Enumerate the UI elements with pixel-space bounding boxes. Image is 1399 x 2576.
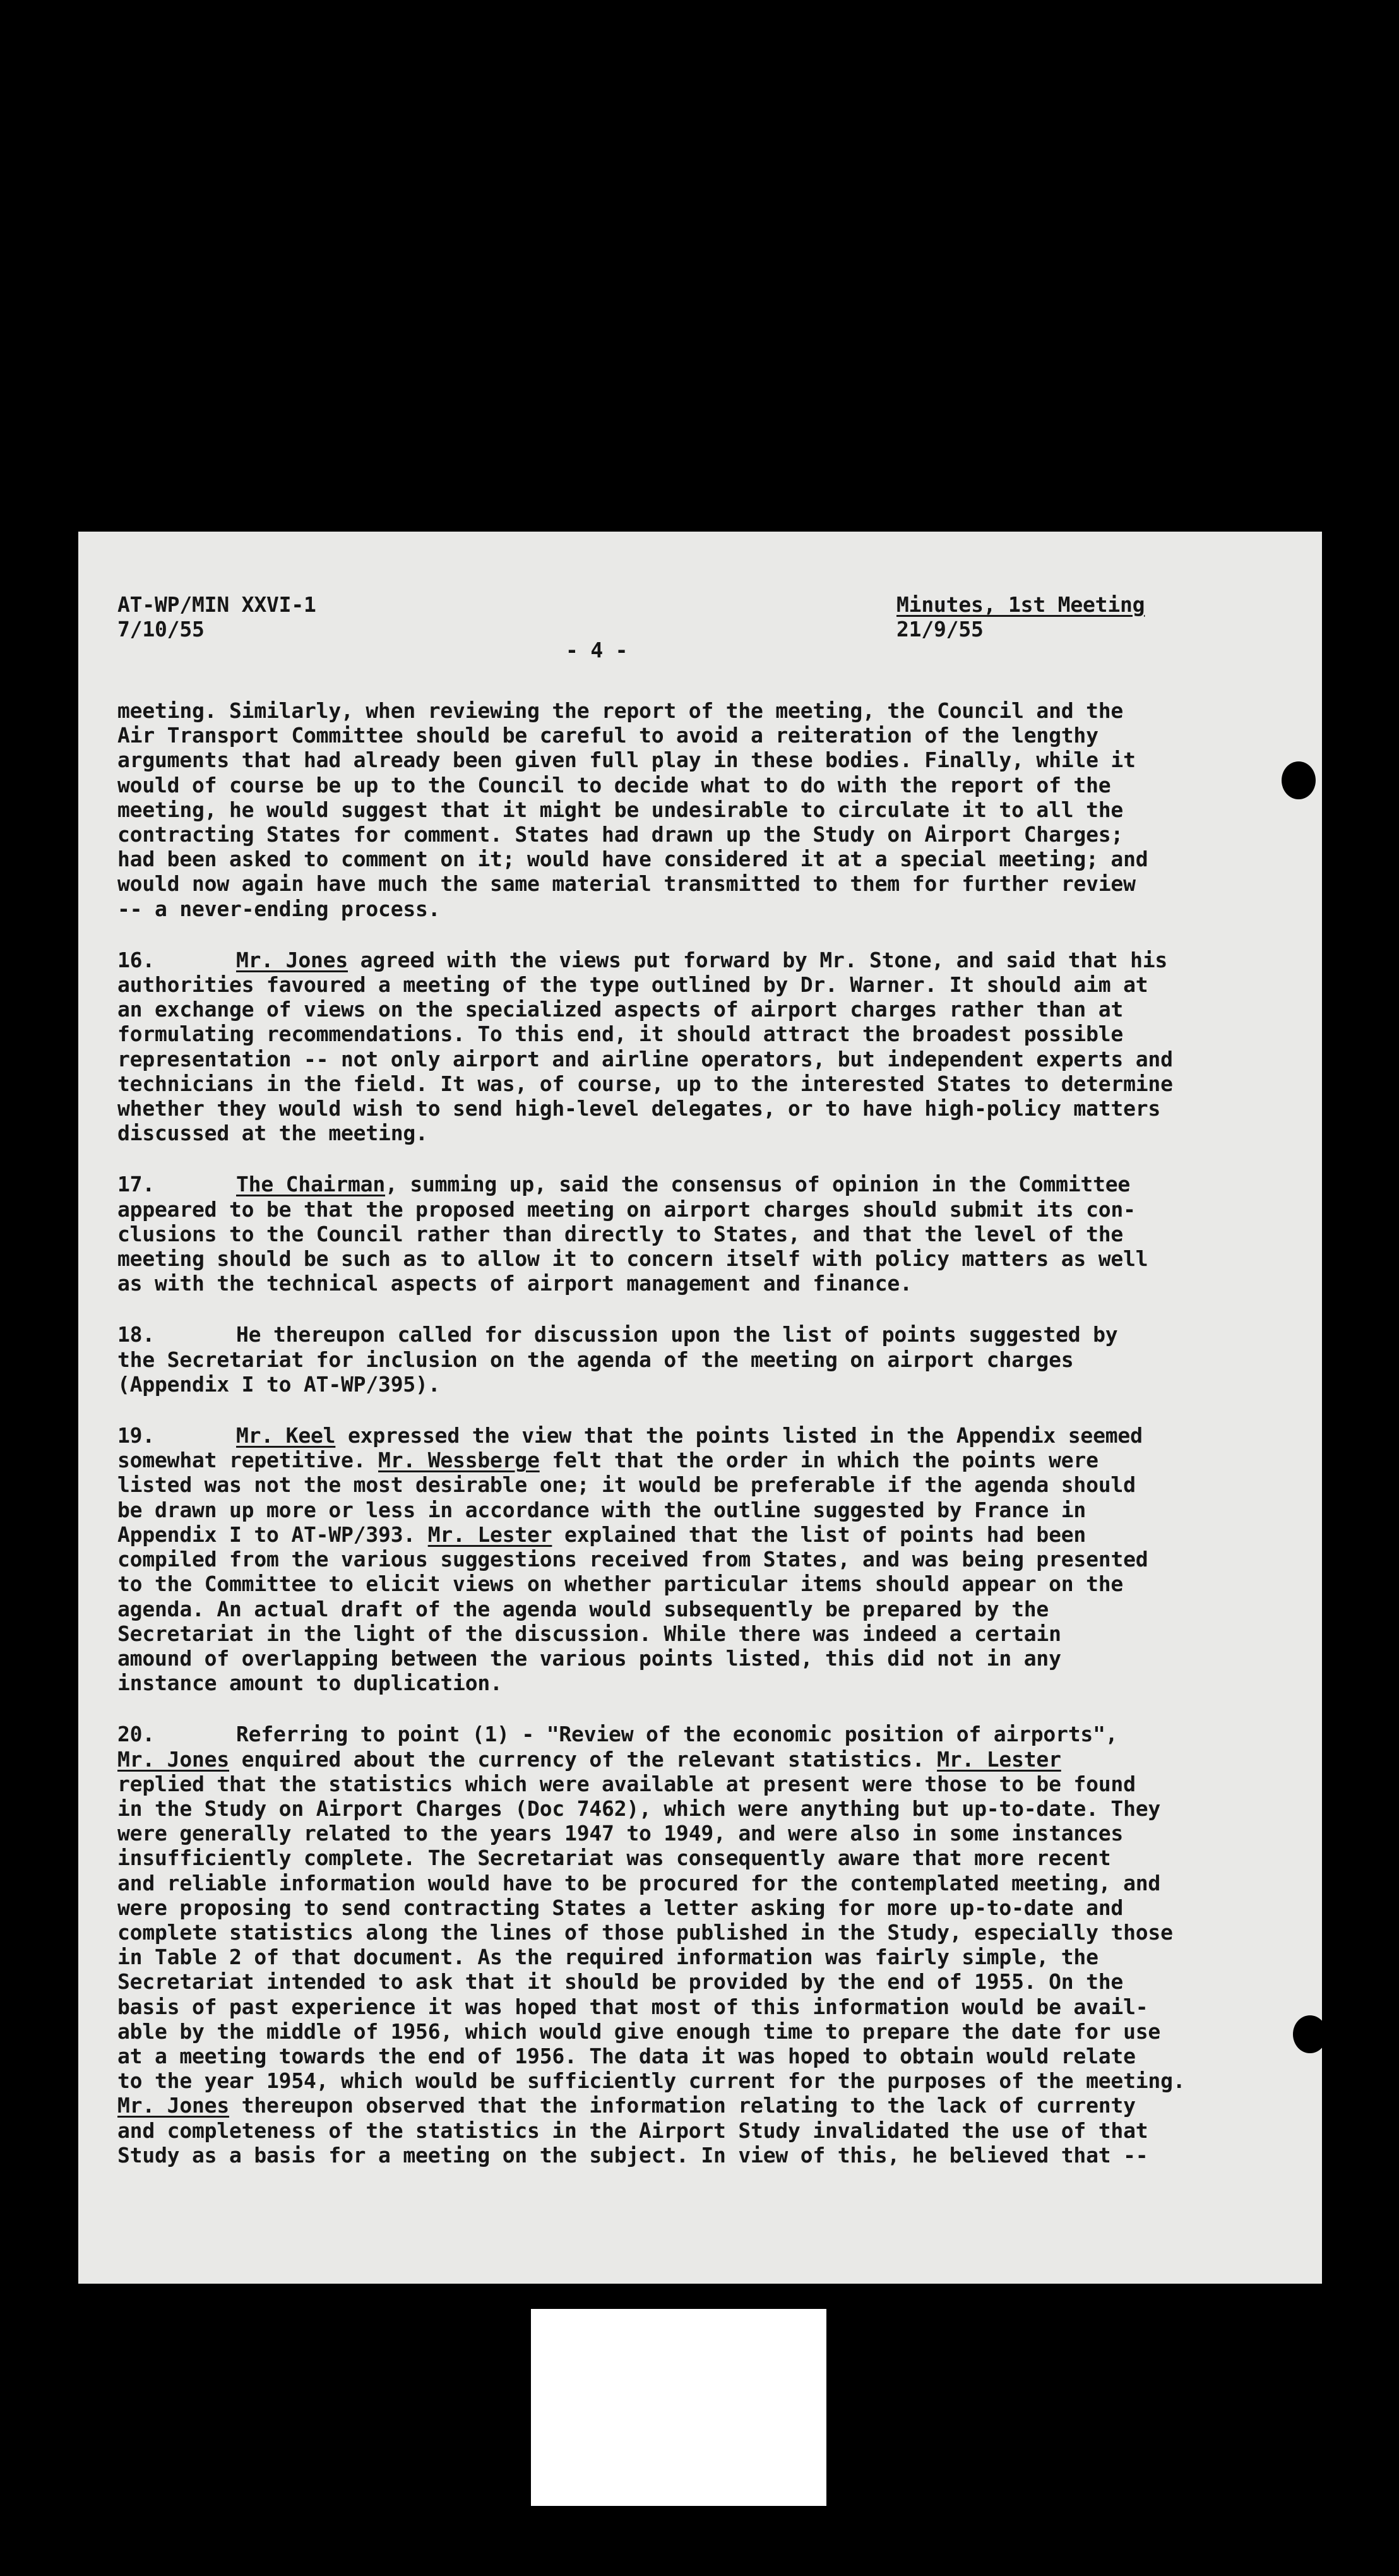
text-line: would of course be up to the Council to decide what to do with the report of the [117, 772, 1111, 797]
text-line: basis of past experience it was hoped that most of this information would be avail- [117, 1994, 1148, 2019]
text-line: meeting should be such as to allow it to concern itself with policy matters as well [117, 1246, 1148, 1272]
text-span: agreed with the views put forward by Mr. Stone, and said that his [348, 947, 1168, 972]
header-left [117, 592, 316, 641]
text-line [117, 1448, 1287, 1472]
text-line: the Secretariat for inclusion on the agenda of the meeting on airport charges [117, 1347, 1074, 1372]
text-line: insufficiently complete. The Secretariat was consequently aware that more recent [117, 1846, 1111, 1871]
speaker-name: Mr. Jones [236, 947, 348, 972]
text-line: formulating recommendations. To this end, it should attract the broadest possible [117, 1022, 1124, 1047]
text-span: thereupon observed that the information relating to the lack of currenty [229, 2093, 1136, 2118]
speaker-name: Mr. Jones [117, 2093, 230, 2118]
page-number: - 4 - [566, 638, 628, 662]
text-line: compiled from the various suggestions received from States, and was being presented [117, 1547, 1148, 1572]
blank-target-card [531, 2309, 826, 2506]
paragraph-number: 18. [117, 1322, 155, 1347]
text-line: clusions to the Council rather than directly to States, and that the level of the [117, 1221, 1124, 1246]
text-line: meeting, he would suggest that it might be undesirable to circulate it to all the [117, 797, 1124, 822]
text-line: Air Transport Committee should be careful to avoid a reiteration of the lengthy [117, 723, 1098, 748]
document-body [117, 698, 1287, 2194]
text-line [117, 1172, 1287, 1196]
text-line [117, 1747, 1287, 1772]
paragraph-number: 20. [117, 1722, 155, 1747]
text-line: authorities favoured a meeting of the type outlined by Dr. Warner. It should aim at [117, 972, 1148, 998]
text-span: expressed the view that the points listed in the Appendix seemed [335, 1423, 1143, 1448]
text-line: were proposing to send contracting States a letter asking for more up-to-date and [117, 1895, 1124, 1920]
text-line: at a meeting towards the end of 1956. The data it was hoped to obtain would relate [117, 2043, 1136, 2068]
text-line: amound of overlapping between the various points listed, this did not in any [117, 1645, 1061, 1671]
document-page [78, 532, 1322, 2284]
text-line: in the Study on Airport Charges (Doc 7462), which were anything but up-to-date. They [117, 1796, 1161, 1821]
text-span: Appendix I to AT-WP/393. [117, 1522, 428, 1547]
text-line: had been asked to comment on it; would have considered it at a special meeting; and [117, 847, 1148, 872]
text-line: as with the technical aspects of airport management and finance. [117, 1271, 912, 1296]
text-line: able by the middle of 1956, which would give enough time to prepare the date for use [117, 2018, 1161, 2044]
text-line: contracting States for comment. States had drawn up the Study on Airport Charges; [117, 822, 1124, 847]
punch-hole-top [1282, 761, 1316, 799]
text-line: in Table 2 of that document. As the required information was fairly simple, the [117, 1945, 1098, 1970]
speaker-name: Mr. Wessberge [378, 1448, 540, 1473]
text-line: representation -- not only airport and airline operators, but independent experts and [117, 1046, 1173, 1071]
text-line: whether they would wish to send high-level delegates, or to have high-policy matters [117, 1096, 1161, 1121]
text-line: appeared to be that the proposed meeting on airport charges should submit its con- [117, 1196, 1136, 1222]
paragraph-18 [117, 1322, 1287, 1397]
paragraph-continued [117, 698, 1287, 921]
text-line: and completeness of the statistics in the Airport Study invalidated the use of that [117, 2118, 1148, 2143]
meeting-date: 21/9/55 [896, 617, 984, 641]
paragraph-17 [117, 1172, 1287, 1296]
text-line: (Appendix I to AT-WP/395). [117, 1371, 441, 1397]
text-line [117, 1522, 1287, 1547]
text-line: were generally related to the years 1947 to 1949, and were also in some instances [117, 1821, 1124, 1846]
text-span: felt that the order in which the points were [539, 1448, 1098, 1473]
paragraph-number: 19. [117, 1423, 155, 1448]
text-span: enquired about the currency of the relevant statistics. [229, 1746, 938, 1772]
text-line: listed was not the most desirable one; it would be preferable if the agenda should [117, 1472, 1136, 1498]
text-line: agenda. An actual draft of the agenda would subsequently be prepared by the [117, 1596, 1049, 1621]
text-line: arguments that had already been given full play in these bodies. Finally, while it [117, 748, 1136, 773]
text-line [117, 1722, 1287, 1746]
speaker-name: The Chairman [236, 1172, 386, 1197]
text-line: discussed at the meeting. [117, 1121, 428, 1146]
paragraph-20 [117, 1722, 1287, 2168]
text-line [117, 1322, 1287, 1347]
punch-hole-bottom [1293, 2015, 1327, 2053]
text-line: Secretariat in the light of the discussion. While there was indeed a certain [117, 1621, 1061, 1646]
text-line: -- a never-ending process. [117, 896, 441, 921]
document-reference: AT-WP/MIN XXVI-1 [117, 592, 316, 617]
text-span: He thereupon called for discussion upon the list of points suggested by [236, 1322, 1118, 1347]
text-line: Study as a basis for a meeting on the subject. In view of this, he believed that -- [117, 2142, 1148, 2168]
meeting-title: Minutes, 1st Meeting [896, 592, 1145, 617]
header-right [896, 592, 1145, 641]
text-line: to the year 1954, which would be sufficiently current for the purposes of the meeting. [117, 2068, 1186, 2094]
text-line: Secretariat intended to ask that it should be provided by the end of 1955. On the [117, 1969, 1124, 1995]
text-line: instance amount to duplication. [117, 1671, 503, 1696]
document-date: 7/10/55 [117, 617, 205, 641]
speaker-name: Mr. Lester [427, 1522, 552, 1547]
speaker-name: Mr. Keel [236, 1423, 336, 1448]
text-line: an exchange of views on the specialized aspects of airport charges rather than at [117, 997, 1124, 1022]
paragraph-19 [117, 1423, 1287, 1695]
text-span: explained that the list of points had been [552, 1522, 1086, 1547]
text-line: and reliable information would have to be procured for the contemplated meeting, and [117, 1870, 1161, 1895]
text-span: Referring to point (1) - "Review of the economic position of airports", [236, 1722, 1118, 1747]
paragraph-16 [117, 948, 1287, 1146]
text-line: be drawn up more or less in accordance with the outline suggested by France in [117, 1497, 1086, 1522]
text-line: to the Committee to elicit views on whether particular items should appear on the [117, 1571, 1124, 1597]
text-line: would now again have much the same material transmitted to them for further review [117, 871, 1136, 897]
text-line: meeting. Similarly, when reviewing the report of the meeting, the Council and the [117, 698, 1124, 723]
text-span: somewhat repetitive. [117, 1448, 379, 1473]
speaker-name: Mr. Lester [937, 1746, 1061, 1772]
text-line: complete statistics along the lines of those published in the Study, especially those [117, 1919, 1173, 1945]
text-line [117, 948, 1287, 972]
paragraph-number: 17. [117, 1172, 155, 1197]
text-line: replied that the statistics which were available at present were those to be found [117, 1771, 1136, 1796]
speaker-name: Mr. Jones [117, 1746, 230, 1772]
text-line [117, 2093, 1287, 2118]
text-line [117, 1423, 1287, 1448]
paragraph-number: 16. [117, 947, 155, 972]
text-line: technicians in the field. It was, of course, up to the interested States to determine [117, 1071, 1173, 1096]
text-span: , summing up, said the consensus of opinion in the Committee [385, 1172, 1131, 1197]
